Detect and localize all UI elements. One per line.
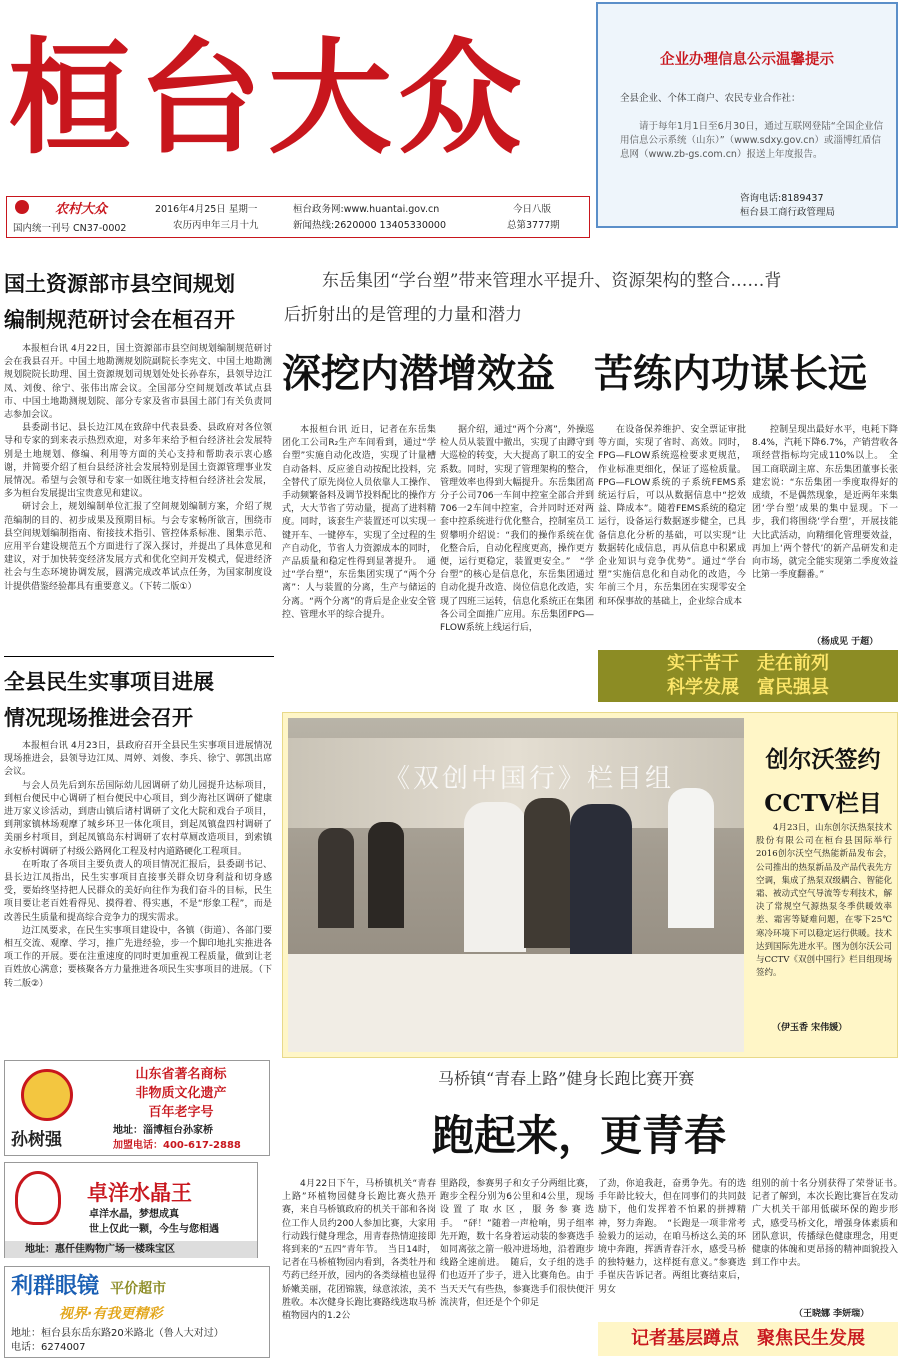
article3-kicker [284,264,898,332]
article3-col2: 据介绍，通过“两个分离”，外操巡检人员从装置中撤出，实现了由蹲守到大巡检的转变，大大提高了职工的安全系数。同时，实现了管理架构的整合，管理效率也得到大幅提升。东岳集团高分子公司706一车间中控室全部合并到706一2车间中控室，合并同时还对两套中控系统进行优化整合，控制室员工贸攀明介绍说：“我们的操作系统在优化整合后，自动化程度更高，操作更方便，运行更稳定，装置更安全。” “学台塑”的核心是信息化，东岳集团通过自动化提升改造、岗位信息化改造，实现了四班三运转，信息化系统正在集团各公司全面推广应用。东岳集团FPG—FLOW系统上线运行后， [440,425,594,634]
liqun-slogan: 视界·有我更精彩 [59,1306,163,1322]
sister-paper-logo [15,200,29,214]
article2-paragraph: 与会人员先后到东岳国际幼儿园调研了幼儿园提升达标项目，到桓台便民中心调研了桓台便民中心项目，到少海社区调研了健康进万家义诊活动，到唐山镇后诸村调研了文化大院和戏台子项目，到荆家镇林场观摩了城乡环卫一体化项目，到起凤镇盘四村调研了美丽乡村项目，到起凤镇岛东村调研了农村草厕改造项目，到索镇永安桥村调研了村级公路网化工程及村内道路硬化工程项目。 [4,780,272,857]
article3-col4: 控制呈现出最好水平，电耗下降8.4%，汽耗下降6.7%，产销营收各项经营指标均完成110%以上。 全国工商联副主席、东岳集团董事长张建宏说：“东岳集团一季度取得好的成绩，不是偶然现象，是近两年来集团‘学台塑’成果的集中显现。下一步，我们将围绕‘学台塑’，开展技能大比武活动，向精细化管理要效益，再加上‘两个替代’的新产品研发和走向市场，就完全能实现第二季度效益比第一季度翻番。” [752,425,898,581]
article4-body: 4月23日，山东创尔沃热泵技术股份有限公司在桓台县国际举行2016创尔沃空气热能新品发布会，公司推出的热泵新品及产品代表先方空调，集成了热泵双级耦合、智能化霜、被动式空气导流等专利技术，解决了常规空气源热泵冬季供暖效率差、霜害等疑难问题，在零下25℃寒冷环境下可以稳定运行供暖。技术达到国际先进水平。图为创尔沃公司与CCTV《双创中国行》栏目组现场签约。 [756,823,892,979]
sunshuqiang-address: 地址：淄博桓台孙家桥 [113,1125,213,1136]
gov-website: 桓台政务网:www.huantai.gov.cn [293,204,440,215]
photo-backdrop-text: 《双创中国行》栏目组 [384,764,675,794]
sister-paper-name: 农村大众 [55,202,108,217]
article2-body [4,740,272,1056]
article2-paragraph: 边江凤要求，在民生实事项目建设中，各镇（街道）、各部门要相互交流、观摩、学习，推广先进经验，步一个脚印地扎实推进各项工作的开展。要在注重速度的同时更加重视工程质量，做到让老百姓放心满意；要核聚各方力量推进各项民生实事项目的进展。（下转二版②） [4,925,272,989]
person-silhouette [464,802,526,952]
article3-headline: 深挖内潜增效益 苦练内功谋长远 [282,351,868,397]
liqun-title: 利群眼镜 [11,1273,100,1299]
article4-headline-line2: CCTV栏目 [764,790,882,817]
sunshuqiang-line2: 非物质文化遗产 [135,1086,227,1101]
article5-col4: 组别的前十名分别获得了荣誉证书。 记者了解到，本次长跑比赛旨在发动广大机关干部用低碳环保的跑步形式，感受马桥文化，增强身体素质和团队意识，传播绿色健康理念，用更健康的体魄和更昂扬的精神面貌投入到工作中去。 [752,1179,898,1269]
article5-col3: 了劲，你追我赶，奋勇争先。有的选手年龄比较大，但在同事们的共同鼓励下，他们发挥着不怕累的拼搏精神，努力奔跑。 “长跑是一项非常考验毅力的运动，在咱马桥这么美的环境中奔跑，挥洒青春汗水，感受马桥的独特魅力，这样挺有意义。”参赛选手崔庆告诉记者。两组比赛结束后，男女 [598,1179,746,1295]
zhuoyang-slogan2: 世上仅此一颗，今生与您相遇 [89,1224,219,1235]
article3-kicker-line2: 后折射出的是管理的力量和潜力 [284,305,522,325]
article3-col3: 在设备保养维护、安全票证审批等方面，实现了省时、高效。同时，FPG—FLOW系统巡检要求更规范，作业标准更细化，保证了巡检质量。FPG—FLOW系统的子系统FEMS系统运行后，可以从数据信息中“挖效益、降成本”。随着FEMS系统的稳定运行，设备运行数据逐步健全，已具备信息化分析的基础，可以实现“让数据转化成信息，再从信息中积累成企业知识与竞争优势”。通过“学台塑”实施信息化和自动化的改造，今年前三个月，东岳集团在实现零安全和环保事故的基础上，企业综合成本 [598,425,746,607]
masthead-title: 桓台大众 [8,26,529,171]
issue-number: 总第3777期 [507,220,560,231]
liqun-phone: 电话：6274007 [11,1342,86,1353]
zhuoyang-slogan1: 卓洋水晶，梦想成真 [89,1209,179,1220]
divider [4,656,274,657]
sunshuqiang-hotline: 加盟电话：400-617-2888 [113,1140,241,1151]
issue-date: 2016年4月25日 星期一 [155,204,258,215]
page-count: 今日八版 [513,204,552,215]
notice-box [596,2,898,228]
person-silhouette [318,828,354,928]
liqun-tag: 平价超市 [110,1281,167,1297]
ad-zhuoyang[interactable] [4,1162,258,1258]
signing-table [288,954,744,1052]
article1-paragraph: 研讨会上，规划编制单位汇报了空间规划编制方案，介绍了规范编制的目的、初步成果及预期目标。与会专家畅所欲言，围绕市县空间规划编制指南、衔接技术指引、管控体系标准、图集示范、应用平台建设规范五个方面进行了深入探讨，并提出了具体意见和建议，对于加快转变经济发展方式和优化空间开发模式，促进经济社会与生态环境协调发展，圆满完成改革试点任务，为国家制度设计提供借鉴经验都具有重要意义。（下转二版①） [4,502,272,592]
article1-paragraph: 县委副书记、县长边江凤在致辞中代表县委、县政府对各位领导和专家的到来表示热烈欢迎，对多年来给予桓台经济社会发展特别是土地规划、修编、利用等方面的关心支持和帮助表示衷心感谢，并简要介绍了桓台县经济社会发展特别是国土资源管理事业发展情况。希望与会领导和专家一如既往地支持桓台经济社会发展，多为桓台发展提出宝贵意见和建议。 [4,423,272,500]
article1-headline-line1: 国土资源部市县空间规划 [4,271,235,296]
article3-kicker-line1: 东岳集团“学台塑”带来管理水平提升、资源架构的整合……背 [322,271,782,291]
slogan-line1: 实干苦干 走在前列 [667,653,829,674]
notice-body: 请于每年1月1日至6月30日，通过互联网登陆“全国企业信用信息公示系统（山东）”（www.sdxy.gov.cn）或淄博红盾信息网（www.zb-gs.com.cn）报送上年度报告。 [620,121,884,161]
article2-paragraph: 本报桓台讯 4月23日，县政府召开全县民生实事项目进展情况现场推进会，县领导边江凤、周婷、刘俊、李兵、徐宁、郭凯出席会议。 [4,741,272,778]
news-hotline: 新闻热线:2620000 13405330000 [293,220,447,231]
article5-col2: 里路段，参赛男子和女子分两组比赛，跑步全程分别为6公里和4公里，现场设置了取水区，服务参赛选手。 “砰！”随着一声枪响，男子组率先开跑，数十名身着运动装的参赛选手如同离弦之箭一般冲进场地，沿着跑步线路全速前进。 随后，女子组的选手们也迈开了步子，进入比赛角色。由于当天天气有些热，参赛选手们很快便汗流浃背，但还是个个卯足 [440,1179,594,1308]
person-silhouette [570,804,632,954]
sunshuqiang-brand: 孙树强 [11,1130,62,1150]
person-silhouette [524,798,570,948]
crystal-logo-icon [15,1171,61,1225]
article4-byline: （伊玉香 宋伟媛） [772,1023,848,1033]
ad-liqun[interactable] [4,1266,270,1358]
signing-photo [288,718,744,1052]
article1-body [4,343,272,655]
notice-title: 企业办理信息公示温馨提示 [660,52,834,68]
article2-headline-line2: 情况现场推进会召开 [4,705,193,730]
article3-col1: 本报桓台讯 近日，记者在东岳集团化工公司R₂生产车间看到，通过“学台塑”实施自动化改造，实现了计量槽自动备料、反应釜自动按配比投料，完全替代了原先岗位人员依靠人工操作、手动频繁备料及调节投料配比的操作方式，大大节省了劳动量，提高了进料精度。同时，该套生产装置还可以实现一键开车、一键停车，实现了全过程的生产自动化，节省人力资源成本的同时，产品质量和稳定性得到显著提升。 通过“学台塑”，东岳集团实现了“两个分离”：人与装置的分离，生产与储运的分离。“两个分离”的背后是企业安全管控、管理水平的综合提升。 [282,425,436,620]
zhuoyang-title: 卓洋水晶王 [87,1180,192,1205]
sunshuqiang-logo-icon [21,1069,73,1121]
article1-headline-line2: 编制规范研讨会在桓召开 [4,307,235,332]
notice-org: 桓台县工商行政管理局 [740,207,836,218]
cn-number: 国内统一刊号 CN37-0002 [13,223,127,234]
zhuoyang-address: 地址：惠仟佳购物广场一楼珠宝区 [5,1241,257,1258]
article4-headline-line1: 创尔沃签约 [765,746,881,773]
person-silhouette [668,788,714,928]
article5-col1: 4月22日下午，马桥镇机关“青春上路”环植物园健身长跑比赛火热开赛，来自马桥镇政府的机关干部和各岗位工作人员约200人参加比赛，大家用行动践行健身理念，用青春热情迎接即将到来的“五四”青年节。 当日14时，记者在马桥植物园内看到，各类牡丹和芍药已经开放，园内的各类绿植也显得娇嫩美丽，花团锦簇，绿意浓浓，美不胜收。本次健身长跑比赛路线选取马桥植物园内的1.2公 [282,1179,436,1322]
slogan-line2: 科学发展 富民强县 [667,677,829,698]
article5-headline: 跑起来，更青春 [432,1111,727,1160]
dateline-bar [6,196,590,238]
sunshuqiang-line1: 山东省著名商标 [135,1067,227,1082]
article3-byline: （杨成见 于超） [812,637,879,647]
article1-headline [4,266,276,338]
article5-byline: （王晓娜 李妍瑞） [794,1309,870,1319]
reporter-banner: 记者基层蹲点 聚焦民生发展 [598,1322,898,1356]
lunar-date: 农历丙申年三月十九 [173,220,259,231]
article2-headline [4,664,276,736]
notice-contact: 咨询电话:8189437 [740,193,824,204]
sunshuqiang-line3: 百年老字号 [148,1105,214,1120]
ad-sunshuqiang[interactable] [4,1060,270,1156]
slogan-banner [598,650,898,702]
person-silhouette [368,822,404,928]
article4-headline [752,738,894,826]
notice-intro: 全县企业、个体工商户、农民专业合作社： [620,93,801,104]
article5-kicker: 马桥镇“青春上路”健身长跑比赛开赛 [438,1069,695,1088]
liqun-address: 地址：桓台县东岳东路20米路北（鲁人大对过） [11,1328,224,1339]
article2-paragraph: 在听取了各项目主要负责人的项目情况汇报后，县委副书记、县长边江凤指出，民生实事项目直接事关群众切身利益和切身感受，要始终坚持把人民群众的美好向往作为我们奋斗的目标，民生项目要让老百姓看得见、摸得着、得实惠，不是“形象工程”，而是改善民生质量和提高综合竞争力的现实需求。 [4,859,272,923]
article1-paragraph: 本报桓台讯 4月22日，国土资源部市县空间规划编制规范研讨会在我县召开。中国土地勘测规划院副院长李宪文、中国土地勘测规划院院长助理、国土资源规划司规划处处长孙春东，县领导边江凤、刘俊、徐宁、张伟出席会议。全国部分空间规划改革试点县市、中国土地勘测规划院、部分专家及省市县国土部门有关负责同志参加会议。 [4,344,272,421]
article2-headline-line1: 全县民生实事项目进展 [4,669,214,694]
